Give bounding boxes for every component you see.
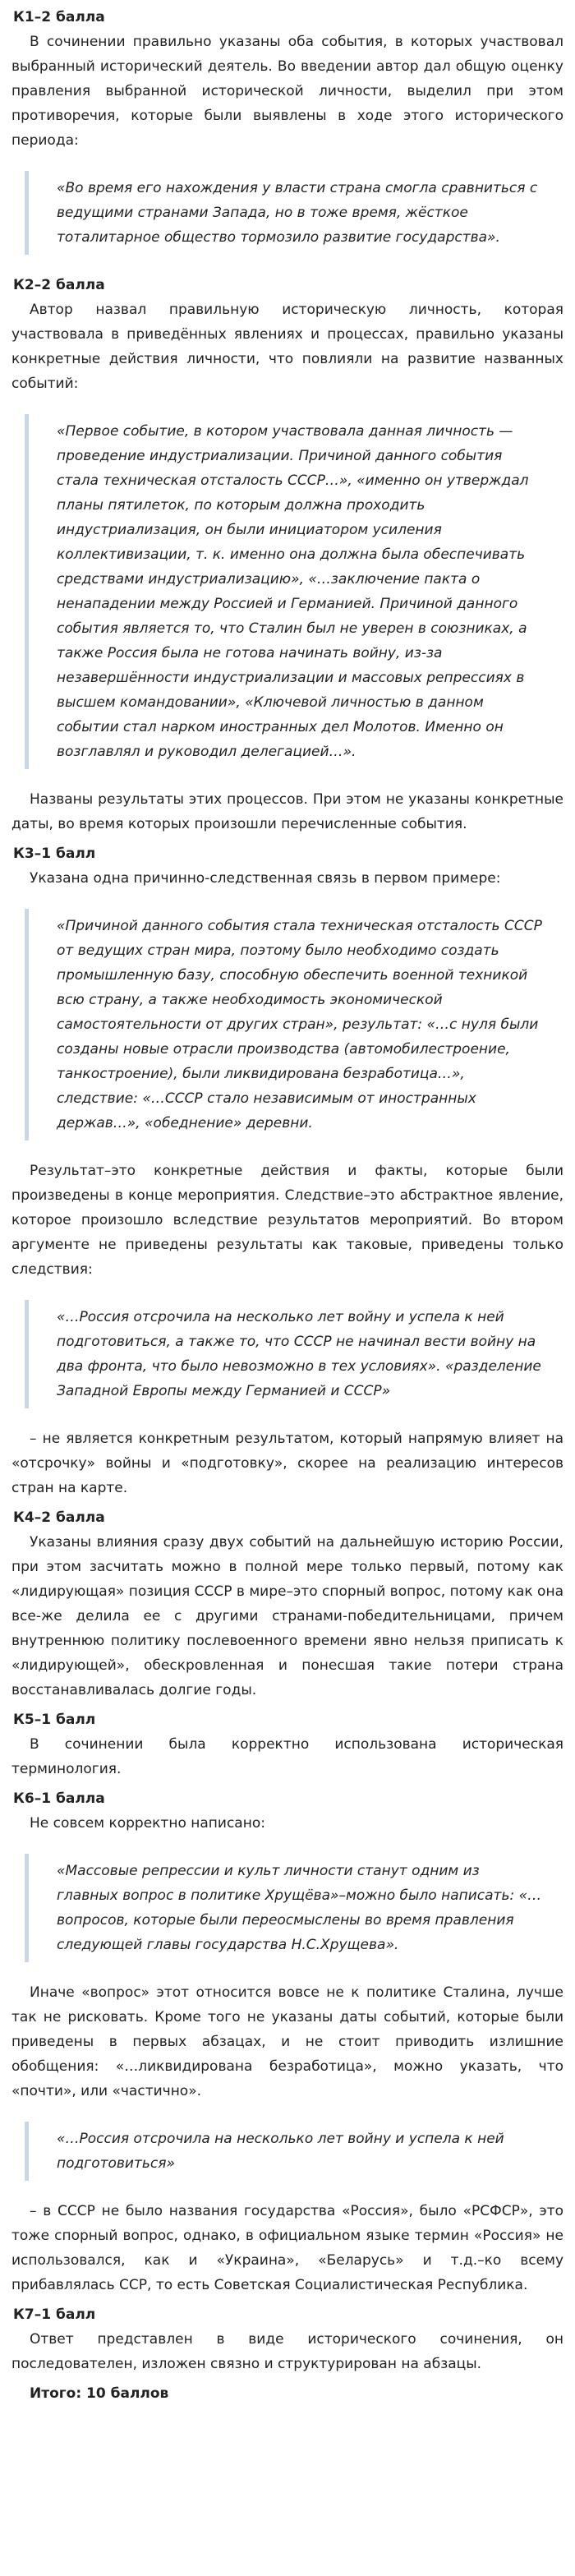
criterion-k7-text: Ответ представлен в виде исторического сочинения, он последователен, изложен связно и структурирован на абзацы. [12,2331,564,2372]
criterion-k1-title: К1–2 балла [13,9,105,25]
criterion-k4-text: Указаны влияния сразу двух событий на дальнейшую историю России, при этом засчитать можно в полной мере только первый, потому как «лидирующая» позиция СССР в мире–это спорный вопрос, потому как она все-же делила ее с другими странами-победительницами, причем внутреннюю политику послевоенного времени явно нельзя приписать к «лидирующей», обескровленная и понесшая такие потери страна восстанавливалась долгие годы. [12,1534,564,1698]
criterion-k3-text-3: – не является конкретным результатом, который напрямую влияет на «отсрочку» войны и «подготовку», скорее на реализацию интересов стран на карте. [12,1431,564,1496]
criterion-k7-title: К7–1 балл [13,2306,96,2323]
criterion-k2-quote: «Первое событие, в котором участвовала данная личность — проведение индустриализации. Причиной данного события стала техническая отсталость СССР…», «именно он утверждал планы пятилеток, по которым должна проходить индустриализация, он были инициатором усиления коллективизации, т. к. именно она должна была обеспечивать средствами индустриализацию», «…заключение пакта о ненападении между Россией и Германией. Причиной данного события является то, что Сталин был не уверен в союзниках, а также Россия была не готова начинать войну, из-за незавершённости индустриализации и массовых репрессиях в высшем командовании», «Ключевой личностью в данном событии стал нарком иностранных дел Молотов. Именно он возглавлял и руководил делегацией…». [25,414,564,769]
criterion-k3-title: К3–1 балл [13,846,96,862]
criterion-k6-title: К6–1 балла [13,1790,105,1807]
criterion-k2-text-2: Названы результаты этих процессов. При этом не указаны конкретные даты, во время которых произошли перечисленные события. [12,791,564,832]
criterion-k3-quote: «Причиной данного события стала техническая отсталость СССР от ведущих стран мира, поэтому было необходимо создать промышленную базу, способную обеспечить военной техникой всю страну, а также необходимость экономической самостоятельности от других стран», результат: «…с нуля были созданы новые отрасли производства (автомобилестроение, танкостроение), были ликвидирована безработица…», следствие: «…СССР стало независимым от иностранных держав…», «обеднение» деревни. [25,909,564,1141]
criterion-k3-text: Указана одна причинно-следственная связь в первом примере: [30,870,501,887]
criterion-k6-text-3: – в СССР не было названия государства «Россия», было «РСФСР», это тоже спорный вопрос, однако, в официальном языке термин «Россия» не использовался, как и «Украина», «Беларусь» и т.д.–ко всему прибавлялась ССР, то есть Советская Социалистическая Республика. [12,2203,564,2293]
criterion-k3-quote-2: «…Россия отсрочила на несколько лет войну и успела к ней подготовиться, а также то, что СССР не начинал вести войну на два фронта, что было невозможно в тех условиях». «разделение Западной Европы между Германией и СССР» [25,1300,564,1408]
criterion-k3-text-2: Результат–это конкретные действия и факты, которые были произведены в конце мероприятия. Следствие–это абстрактное явление, которое произошло вследствие результатов мероприятий. Во втором аргументе не приведены результаты как таковые, приведены только следствия: [12,1163,564,1278]
criterion-k2-title: К2–2 балла [13,277,105,293]
criterion-k6-text-2: Иначе «вопрос» этот относится вовсе не к политике Сталина, лучше так не рисковать. Кроме того не указаны даты событий, которые были приведены в первых абзацах, и не стоит приводить излишние обобщения: «…ликвидирована безработица», можно указать, что «почти», или «частично». [12,1984,564,2099]
essay-evaluation [0,5,575,2422]
criterion-k5-text: В сочинении была корректно использована историческая терминология. [12,1736,564,1777]
criterion-k1-quote: «Во время его нахождения у власти страна смогла сравниться с ведущими странами Запада, но в тоже время, жёсткое тоталитарное общество тормозило развитие государства». [25,171,564,255]
criterion-k6-text: Не совсем корректно написано: [30,1815,265,1832]
total-score: Итого: 10 баллов [30,2385,169,2402]
criterion-k6-quote: «Массовые репрессии и культ личности станут одним из главных вопрос в политике Хрущёва»–можно было написать: «…вопросов, которые были переосмыслены во время правления следующей главы государства Н.С.Хрущева». [25,1854,564,1962]
criterion-k4-title: К4–2 балла [13,1509,105,1526]
criterion-k2-text: Автор назвал правильную историческую личность, которая участвовала в приведённых явлениях и процессах, правильно указаны конкретные действия личности, что повлияли на развитие названных событий: [12,302,564,392]
criterion-k5-title: К5–1 балл [13,1712,96,1728]
criterion-k6-quote-2: «…Россия отсрочила на несколько лет войну и успела к ней подготовиться» [25,2122,564,2181]
criterion-k1-text: В сочинении правильно указаны оба события, в которых участвовал выбранный исторический деятель. Во введении автор дал общую оценку правления выбранной исторической личности, выделил при этом противоречия, которые были выявлены в ходе этого исторического периода: [12,34,564,149]
